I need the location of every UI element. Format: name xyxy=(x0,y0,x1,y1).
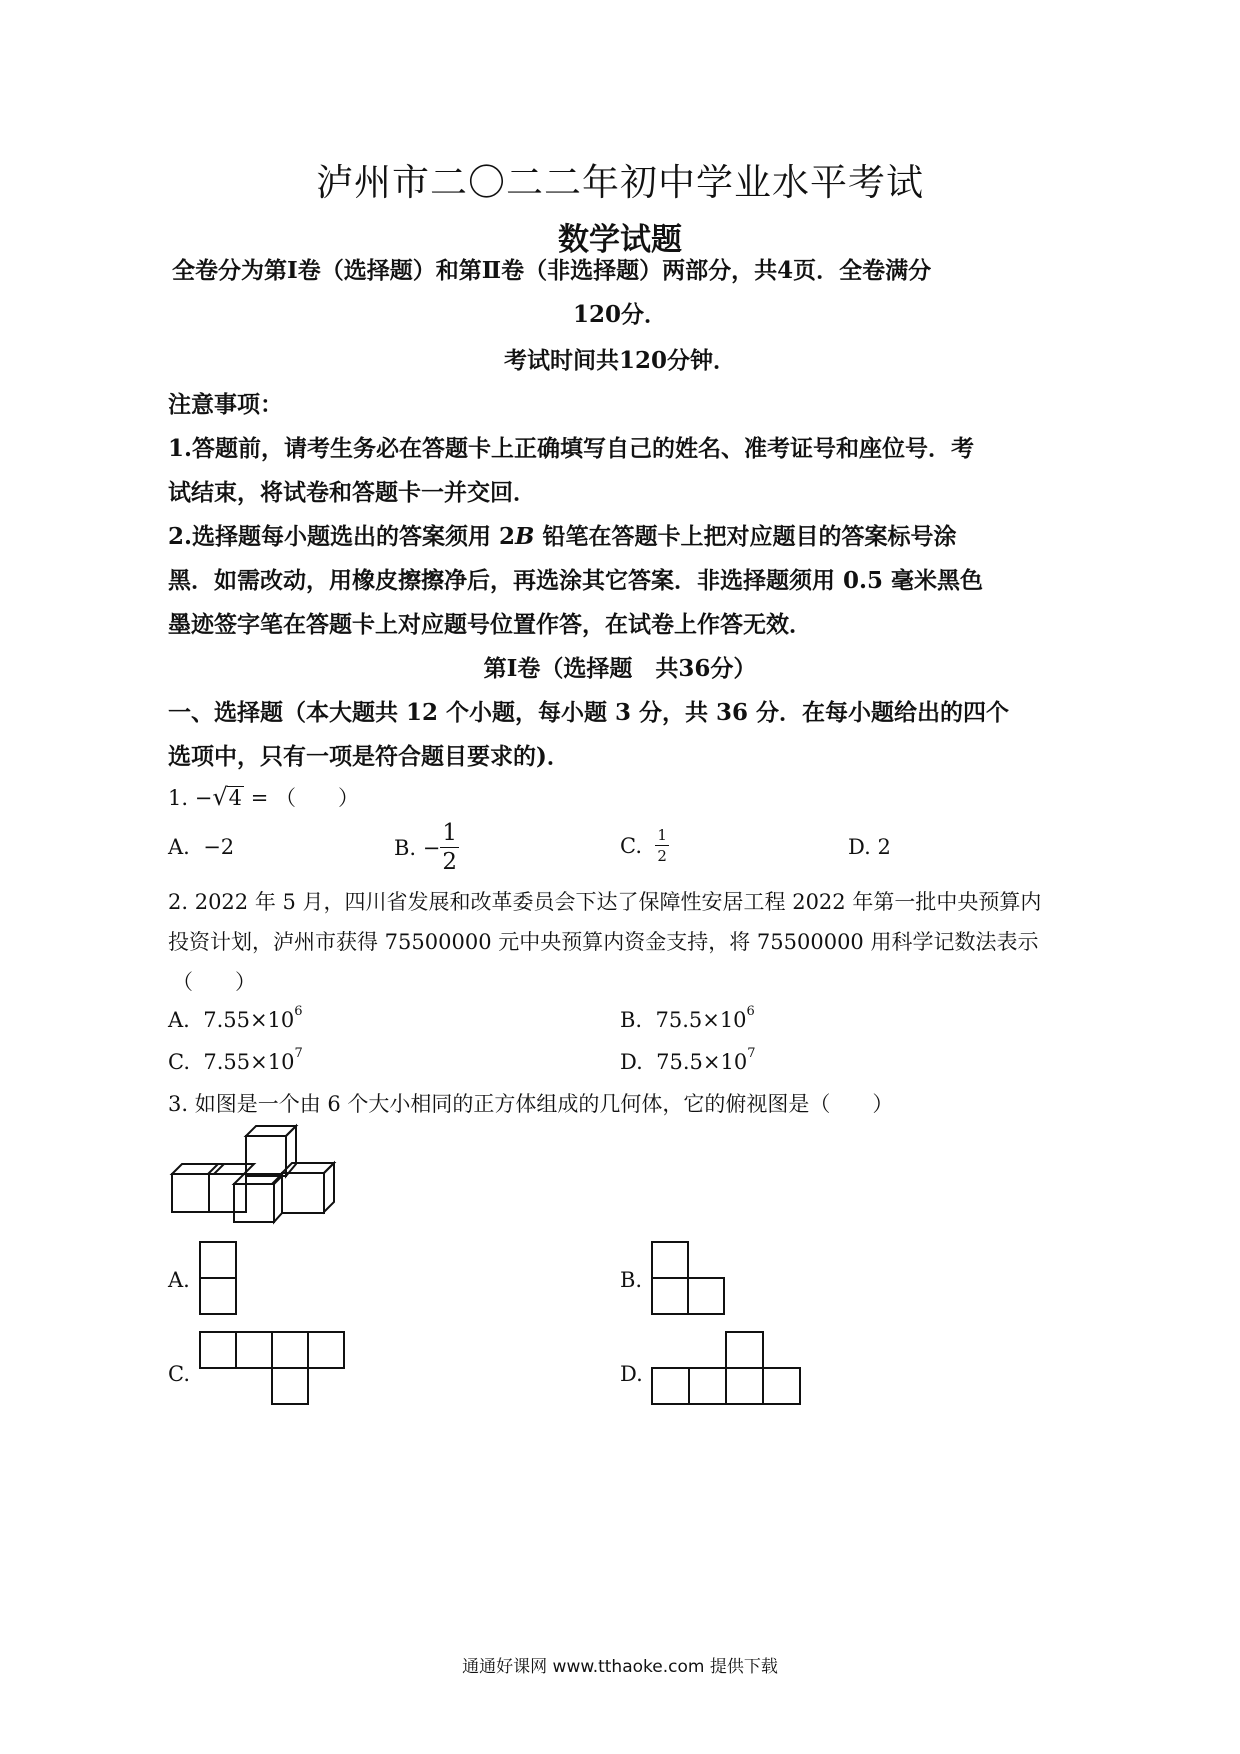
q1-option-b-fraction xyxy=(440,822,459,874)
section-1-line-2: 选项中，只有一项是符合题目要求的)． xyxy=(168,743,570,770)
q1-option-a xyxy=(168,835,234,859)
q2-option-c-exponent: 7 xyxy=(294,1046,303,1061)
q3-option-d-figure xyxy=(650,1330,806,1408)
q1-option-d-value: 2 xyxy=(877,835,891,859)
q2-line-1: 2. 2022 年 5 月，四川省发展和改革委员会下达了保障性安居工程 2022 年第一批中央预算内 xyxy=(168,890,1042,914)
note-2-line-1 xyxy=(168,518,957,551)
q2-option-c-base: 7.55×10 xyxy=(203,1050,295,1074)
footer-source: 通通好课网 www.tthaoke.com 提供下载 xyxy=(462,1657,778,1677)
note-2-line-2: 黑．如需改动，用橡皮擦擦净后，再选涂其它答案．非选择题须用 0.5 毫米黑色 xyxy=(168,567,984,594)
q2-option-b-label: B. xyxy=(620,1008,643,1032)
q1-option-c xyxy=(620,828,669,864)
q1-option-c-fraction xyxy=(655,828,669,864)
note-2-text-a: 2.选择题每小题选出的答案须用 xyxy=(168,523,500,550)
notes-heading: 注意事项： xyxy=(168,391,283,418)
q2-option-b-exponent: 6 xyxy=(746,1004,755,1019)
note-2-line-3: 墨迹签字笔在答题卡上对应题号位置作答，在试卷上作答无效． xyxy=(168,611,812,638)
note-2-text-d: 铅笔在答题卡上把对应题目的答案标号涂 xyxy=(534,523,957,550)
page-title: 泸州市二〇二二年初中学业水平考试 xyxy=(316,161,924,204)
cube-solid-figure xyxy=(168,1124,338,1226)
q1-option-b xyxy=(394,822,459,874)
q2-line-2: 投资计划，泸州市获得 75500000 元中央预算内资金支持，将 75500000 用科学记数法表示 xyxy=(168,930,1039,954)
q1-option-d-label: D. xyxy=(848,835,871,859)
q1-option-a-value: −2 xyxy=(203,835,235,859)
q1-option-b-numerator: 1 xyxy=(442,820,458,846)
q1-radicand: 4 xyxy=(228,786,243,810)
section-1-line-1: 一、选择题（本大题共 12 个小题，每小题 3 分，共 36 分．在每小题给出的四个 xyxy=(168,699,1010,726)
q3-option-a-figure xyxy=(198,1240,240,1316)
q1-option-c-denominator: 2 xyxy=(657,847,667,865)
q3-option-a-label: A. xyxy=(168,1268,190,1292)
sqrt-icon: √ xyxy=(212,783,228,811)
q2-option-d-base: 75.5×10 xyxy=(656,1050,748,1074)
q2-option-d-label: D. xyxy=(620,1050,643,1074)
q2-option-c-label: C. xyxy=(168,1050,190,1074)
page-subtitle: 数学试题 xyxy=(558,222,682,258)
q1-option-a-label: A. xyxy=(168,835,190,859)
q2-option-b-base: 75.5×10 xyxy=(655,1008,747,1032)
q3-text: 3. 如图是一个由 6 个大小相同的正方体组成的几何体，它的俯视图是（ ） xyxy=(168,1092,894,1116)
q2-option-c xyxy=(168,1046,303,1074)
q3-option-d-label: D. xyxy=(620,1362,643,1386)
q2-line-3: （ ） xyxy=(172,970,256,994)
note-2-text-c: B xyxy=(515,523,535,550)
note-1-line-2: 试结束，将试卷和答题卡一并交回． xyxy=(168,479,536,506)
q1-option-b-denominator: 2 xyxy=(442,849,458,875)
q2-option-a-base: 7.55×10 xyxy=(203,1008,295,1032)
q2-option-d-exponent: 7 xyxy=(747,1046,756,1061)
note-1-line-1: 1.答题前，请考生务必在答题卡上正确填写自己的姓名、准考证号和座位号．考 xyxy=(168,435,975,462)
note-2-text-b: 2 xyxy=(499,523,516,550)
exam-time: 考试时间共120分钟． xyxy=(503,347,736,374)
q2-option-a-exponent: 6 xyxy=(294,1004,303,1019)
question-1 xyxy=(168,782,359,812)
q1-option-c-label: C. xyxy=(620,834,642,858)
q1-minus: − xyxy=(194,786,213,810)
q1-tail: = （ ） xyxy=(244,786,359,810)
q1-number: 1. xyxy=(168,786,189,810)
q1-option-b-sign: − xyxy=(422,836,441,860)
intro-line-2: 120分． xyxy=(572,301,667,328)
q2-option-b xyxy=(620,1004,755,1032)
q2-option-a-label: A. xyxy=(168,1008,190,1032)
q3-option-c-label: C. xyxy=(168,1362,190,1386)
q2-option-d xyxy=(620,1046,756,1074)
q3-option-b-label: B. xyxy=(620,1268,643,1292)
q2-option-a xyxy=(168,1004,303,1032)
q3-option-c-figure xyxy=(198,1330,350,1408)
q1-option-c-numerator: 1 xyxy=(657,826,667,844)
q3-option-b-figure xyxy=(650,1240,730,1316)
intro-line-1: 全卷分为第Ⅰ卷（选择题）和第Ⅱ卷（非选择题）两部分，共4页．全卷满分 xyxy=(172,257,932,284)
q1-option-d xyxy=(848,835,891,859)
part-1-heading: 第Ⅰ卷（选择题 共36分） xyxy=(483,655,757,682)
q1-option-b-label: B. xyxy=(394,836,417,860)
